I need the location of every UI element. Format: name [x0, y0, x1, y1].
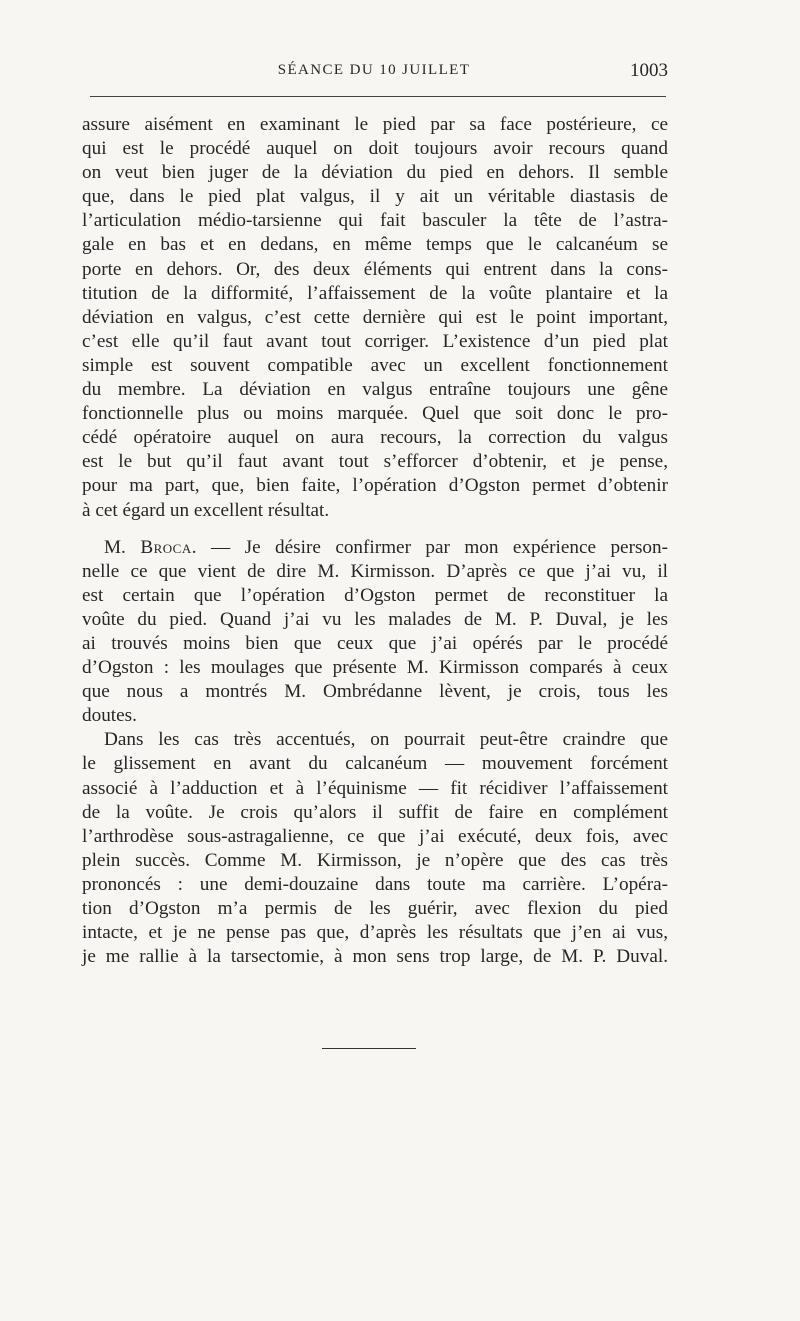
text-line: fonctionnelle plus ou moins marquée. Quel que soit donc le pro-	[82, 403, 668, 425]
text-line: pour ma part, que, bien faite, l’opération d’Ogston permet d’obtenir	[82, 475, 668, 497]
text-line: cédé opératoire auquel on aura recours, la correction du valgus	[82, 427, 668, 449]
paragraph-1	[82, 113, 668, 523]
text-line: le glissement en avant du calcanéum — mouvement forcément	[82, 753, 668, 775]
text-line: que nous a montrés M. Ombrédanne lèvent, je crois, tous les	[82, 681, 668, 703]
text-line: d’Ogston : les moulages que présente M. Kirmisson comparés à ceux	[82, 657, 668, 679]
text-line: gale en bas et en dedans, en même temps que le calcanéum se	[82, 234, 668, 256]
text-line: titution de la difformité, l’affaissement de la voûte plantaire et la	[82, 282, 668, 304]
running-head-title: SÉANCE DU 10 JUILLET	[277, 62, 471, 78]
text-line: du membre. La déviation en valgus entraîne toujours une gêne	[82, 379, 668, 401]
text-line: voûte du pied. Quand j’ai vu les malades de M. P. Duval, je les	[82, 608, 668, 630]
text-line: doutes.	[82, 705, 137, 727]
paragraph-3	[82, 728, 668, 969]
text-line-speaker	[82, 536, 668, 560]
text-line: prononcés : une demi-douzaine dans toute ma carrière. L’opéra-	[82, 873, 668, 895]
text-line: simple est souvent compatible avec un excellent fonctionnement	[82, 354, 668, 376]
paragraph-gap	[82, 523, 668, 536]
speaker-prefix: M.	[104, 536, 141, 558]
text-line: tion d’Ogston m’a permis de les guérir, avec flexion du pied	[82, 898, 668, 919]
text-line: déviation en valgus, c’est cette dernière qui est le point important,	[82, 306, 668, 328]
closing-rule	[322, 1048, 416, 1049]
running-head	[80, 58, 668, 84]
text-line: l’articulation médio-tarsienne qui fait basculer la tête de l’astra-	[82, 210, 668, 232]
text-line: on veut bien juger de la déviation du pied en dehors. Il semble	[82, 162, 668, 184]
text-line: que, dans le pied plat valgus, il y ait un véritable diastasis de	[82, 186, 668, 208]
page-number: 1003	[630, 60, 668, 81]
text-line: nelle ce que vient de dire M. Kirmisson. D’après ce que j’ai vu, il	[82, 560, 668, 582]
text-line: de la voûte. Je crois qu’alors il suffit de faire en complément	[82, 801, 668, 823]
text-line: ai trouvés moins bien que ceux que j’ai opérés par le procédé	[82, 632, 668, 654]
header-rule	[90, 96, 666, 97]
text-line: c’est elle qu’il faut avant tout corriger. L’existence d’un pied plat	[82, 330, 668, 352]
text-line: est le but qu’il faut avant tout s’efforcer d’obtenir, et je pense,	[82, 451, 668, 473]
speaker-name: Broca	[140, 536, 192, 558]
text-line: associé à l’adduction et à l’équinisme — fit récidiver l’affaissement	[82, 777, 668, 799]
paragraph-2	[82, 536, 668, 729]
text-line: plein succès. Comme M. Kirmisson, je n’opère que des cas très	[82, 849, 668, 871]
text-line: Dans les cas très accentués, on pourrait peut-être craindre que	[104, 729, 668, 751]
text-line: assure aisément en examinant le pied par sa face postérieure, ce	[82, 114, 668, 135]
text-line: à cet égard un excellent résultat.	[82, 499, 330, 521]
text-line: l’arthrodèse sous-astragalienne, ce que j’ai exécuté, deux fois, avec	[82, 825, 668, 847]
body-text	[82, 113, 668, 969]
text-line: je me rallie à la tarsectomie, à mon sens trop large, de M. P. Duval.	[82, 946, 668, 968]
text-line: qui est le procédé auquel on doit toujours avoir recours quand	[82, 138, 668, 160]
text-line: porte en dehors. Or, des deux éléments qui entrent dans la cons-	[82, 258, 668, 280]
text-line: intacte, et je ne pense pas que, d’après les résultats que j’en ai vus,	[82, 922, 668, 944]
speaker-text: . — Je désire confirmer par mon expérience person-	[191, 536, 668, 558]
text-line: est certain que l’opération d’Ogston permet de reconstituer la	[82, 584, 668, 606]
